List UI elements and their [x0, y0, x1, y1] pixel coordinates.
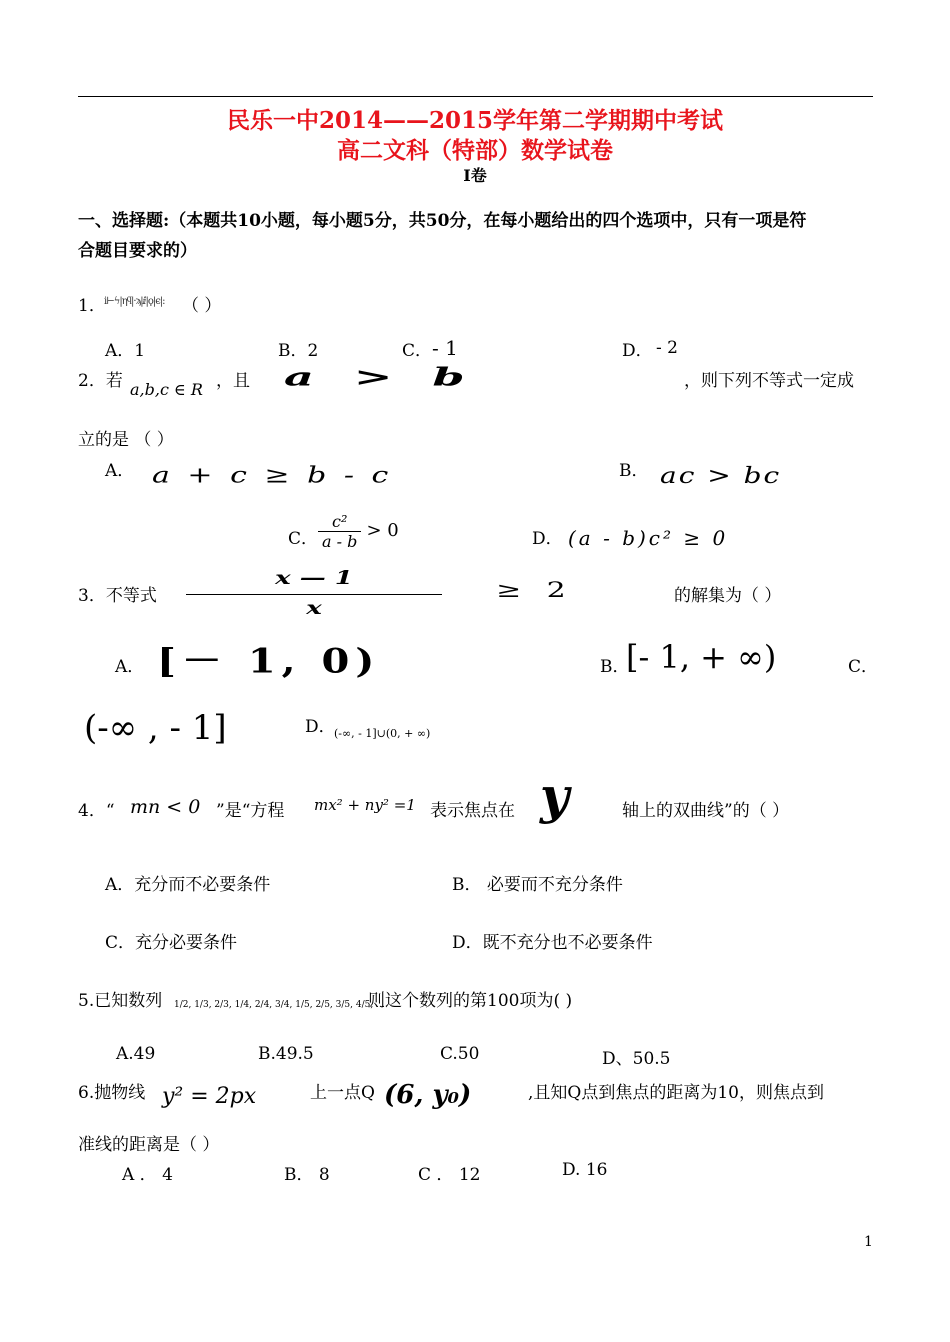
- q3-fraction-bar: [186, 594, 442, 595]
- q6-option-b: B． 8: [284, 1165, 330, 1185]
- q5-tail: 则这个数列的第100项为( ): [368, 991, 573, 1011]
- q1-option-a: A．1: [105, 341, 146, 361]
- q3-denominator: x: [306, 598, 322, 619]
- q2-tail: ，则下列不等式一定成: [684, 371, 854, 391]
- q1-garbled-formula: i⊢ϟ|ηϥ|·ϡ|ⅈ|ϙ|ϵ|:: [104, 296, 165, 307]
- volume-label: I卷: [463, 166, 487, 185]
- q6-equation: y² = 2px: [162, 1084, 257, 1109]
- q2-option-d-label: D．: [532, 529, 563, 549]
- q1-paren: （ ）: [182, 296, 222, 316]
- q6-tail: ,且知Q点到焦点的距离为10，则焦点到: [528, 1083, 824, 1103]
- exam-title: 民乐一中2014——2015学年第二学期期中考试: [226, 107, 724, 134]
- q2-option-c-expr: [318, 512, 399, 551]
- q5-option-b: B.49.5: [258, 1044, 314, 1064]
- q5-option-a: A.49: [116, 1044, 156, 1064]
- q3-option-b-label: B．: [600, 657, 630, 677]
- q2-option-d-expr: (a - b)c² ≥ 0: [568, 526, 729, 550]
- q2-condition: a,b,c ∈ R: [130, 380, 203, 399]
- q6-mid: 上一点Q: [310, 1083, 375, 1103]
- q2-option-c-label: C．: [288, 529, 319, 549]
- q6-option-d: D. 16: [562, 1160, 608, 1180]
- q2-option-b-expr: ac > bc: [660, 462, 782, 489]
- q1-option-d-value: - 2: [656, 338, 678, 358]
- section-heading-line2: 合题目要求的）: [78, 241, 197, 261]
- q1-option-d: D．: [622, 341, 653, 361]
- q2-main-expression: a > b: [284, 362, 477, 392]
- section-heading-line1: 一、选择题:（本题共10小题，每小题5分，共50分，在每小题给出的四个选项中，只有一项是符: [78, 211, 807, 231]
- q3-option-a-expr: [－ 1, 0): [157, 640, 381, 681]
- q6-option-c: C ． 12: [418, 1165, 481, 1185]
- q1-number: 1．: [78, 296, 106, 316]
- q2-option-b-label: B．: [619, 461, 649, 481]
- q3-rhs: ≥ 2: [496, 578, 574, 603]
- q4-tail: 轴上的双曲线”的（ ）: [622, 801, 790, 821]
- q3-numerator: x — 1: [275, 568, 353, 589]
- q6-point: (6, y₀): [384, 1080, 472, 1110]
- q4-option-d: D．既不充分也不必要条件: [452, 933, 653, 953]
- q3-option-c-expr: (-∞ , - 1]: [84, 708, 227, 748]
- q4-option-c: C．充分必要条件: [105, 933, 238, 953]
- q5-number: 5.已知数列: [78, 991, 163, 1011]
- q3-option-a-label: A．: [115, 657, 145, 677]
- q1-option-c-value: - 1: [432, 336, 458, 360]
- q6-line2: 准线的距离是（ ）: [78, 1135, 220, 1155]
- q4-mid2: 表示焦点在: [430, 801, 515, 821]
- q4-axis-variable: y: [540, 766, 570, 825]
- q4-equation: mx² + ny² =1: [314, 796, 416, 814]
- q3-option-d-label: D．: [305, 717, 336, 737]
- q5-option-c: C.50: [440, 1044, 480, 1064]
- q3-option-b-expr: [- 1, + ∞): [626, 638, 777, 676]
- q3-tail: 的解集为（ ）: [674, 586, 782, 606]
- page-number: 1: [864, 1234, 873, 1250]
- q4-option-b: B． 必要而不充分条件: [452, 875, 623, 895]
- q2-option-a-expr: a + c ≥ b - c: [152, 462, 393, 489]
- q2-option-a-label: A．: [105, 461, 135, 481]
- q6-number: 6.抛物线: [78, 1083, 146, 1103]
- q4-number: 4．“: [78, 801, 115, 821]
- q6-option-a: A ． 4: [122, 1165, 173, 1185]
- q2-and: ，且: [216, 371, 250, 391]
- q4-option-a: A．充分而不必要条件: [105, 875, 271, 895]
- q5-sequence: 1/2, 1/3, 2/3, 1/4, 2/4, 3/4, 1/5, 2/5, 3/5, 4/5, …: [174, 1000, 386, 1010]
- q3-option-d-expr: (-∞, - 1]∪(0, + ∞): [334, 727, 431, 740]
- q3-number: 3．不等式: [78, 586, 157, 606]
- q2-option-c-numerator: c²: [318, 512, 361, 532]
- q2-option-c-denominator: a - b: [322, 532, 358, 551]
- exam-subtitle: 高二文科（特部）数学试卷: [337, 137, 613, 164]
- q4-mid: ”是“方程: [216, 801, 285, 821]
- q2-line2: 立的是 （ ）: [78, 430, 174, 450]
- q2-number: 2．若: [78, 371, 123, 391]
- q5-option-d: D、50.5: [602, 1049, 671, 1069]
- q1-option-b: B．2: [278, 341, 319, 361]
- q4-condition: mn < 0: [130, 796, 201, 818]
- top-rule: [78, 96, 873, 97]
- q3-option-c-label: C．: [848, 657, 879, 677]
- q1-option-c: C．: [402, 341, 433, 361]
- q2-option-c-rhs: > 0: [366, 520, 399, 541]
